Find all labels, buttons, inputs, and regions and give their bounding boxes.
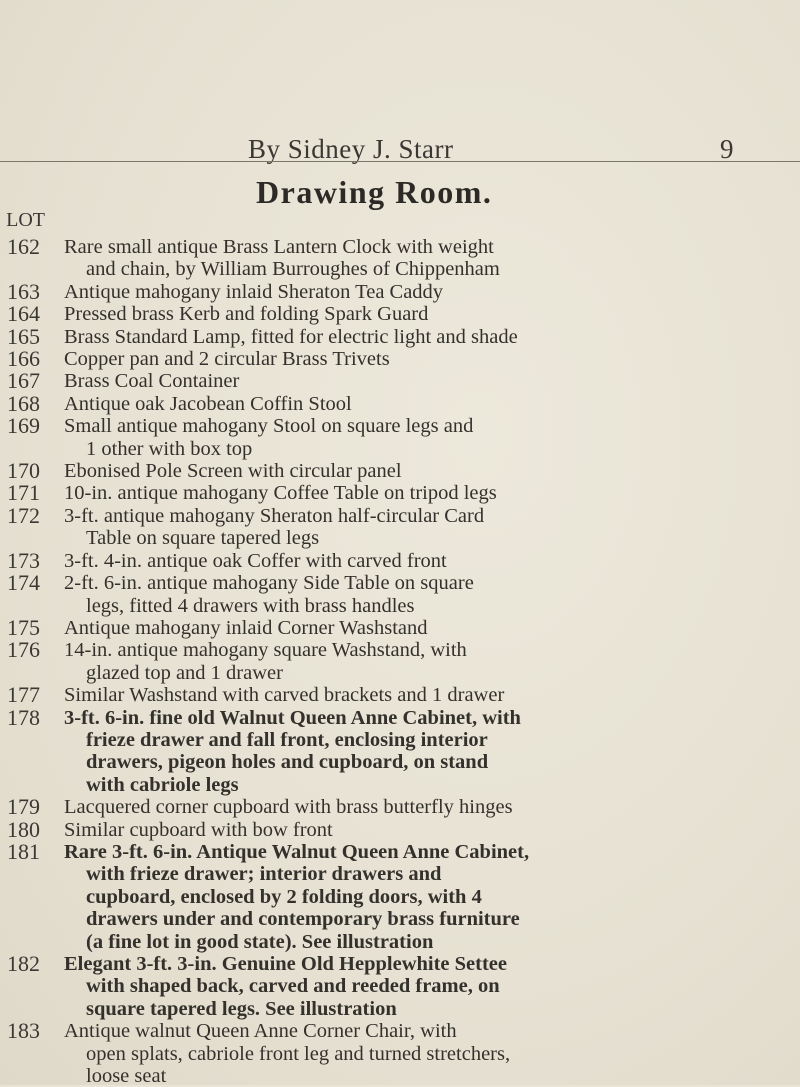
lot-description: Small antique mahogany Stool on square legs and 1 other with box top — [64, 415, 474, 460]
lot-column-header: LOT — [6, 209, 45, 231]
lot-entry — [0, 639, 800, 684]
lot-number: 178 — [7, 704, 40, 730]
lot-number: 177 — [7, 682, 40, 708]
lot-number: 175 — [7, 614, 40, 640]
lot-description: Brass Coal Container — [64, 370, 240, 393]
lot-description: 3-ft. antique mahogany Sheraton half-circular Card Table on square tapered legs — [64, 504, 485, 550]
lot-entry — [0, 370, 800, 392]
lot-description: 3-ft. 4-in. antique oak Coffer with carved front — [64, 549, 447, 572]
lot-entry — [0, 323, 800, 349]
lot-number: 174 — [7, 570, 40, 596]
lot-entry — [0, 704, 800, 797]
lot-entry — [0, 1020, 800, 1087]
lot-description: Antique walnut Queen Anne Corner Chair, with open splats, cabriole front leg and turned stretchers, loose seat — [64, 1020, 511, 1087]
lot-number: 176 — [7, 637, 40, 663]
lot-list — [0, 236, 800, 1087]
lot-description: Ebonised Pole Screen with circular panel — [64, 460, 402, 483]
lot-entry — [0, 838, 800, 953]
lot-entry — [0, 547, 800, 573]
lot-description: 2-ft. 6-in. antique mahogany Side Table on square legs, fitted 4 drawers with brass handles — [64, 572, 474, 617]
lot-entry — [0, 415, 800, 460]
lot-description: 10-in. antique mahogany Coffee Table on tripod legs — [64, 482, 497, 505]
header-rule — [0, 161, 800, 162]
lot-number: 181 — [7, 838, 40, 864]
lot-number: 171 — [7, 480, 40, 506]
lot-number: 172 — [7, 502, 40, 528]
lot-entry — [0, 572, 800, 617]
lot-entry — [0, 236, 800, 281]
lot-entry — [0, 390, 800, 416]
lot-number: 173 — [7, 547, 40, 573]
lot-entry — [0, 502, 800, 550]
lot-entry — [0, 953, 800, 1020]
lot-description: Copper pan and 2 circular Brass Trivets — [64, 348, 390, 371]
lot-description: Antique oak Jacobean Coffin Stool — [64, 392, 352, 415]
lot-number: 162 — [7, 234, 40, 259]
lot-entry — [0, 278, 800, 304]
lot-number: 179 — [7, 794, 40, 820]
lot-number: 163 — [7, 278, 40, 304]
lot-description: Lacquered corner cupboard with brass butterfly hinges — [64, 796, 513, 819]
lot-entry — [0, 303, 800, 325]
lot-number: 167 — [7, 368, 40, 394]
lot-description: Antique mahogany inlaid Corner Washstand — [64, 616, 428, 639]
lot-entry — [0, 684, 800, 706]
lot-number: 164 — [7, 301, 40, 327]
lot-entry — [0, 460, 800, 482]
lot-number: 166 — [7, 346, 40, 372]
lot-entry — [0, 482, 800, 504]
lot-number: 183 — [7, 1018, 40, 1044]
lot-number: 180 — [7, 816, 40, 842]
lot-number: 165 — [7, 323, 40, 349]
lot-description: Rare small antique Brass Lantern Clock with weight and chain, by William Burroughes of Chippenham — [64, 236, 500, 281]
lot-description: 14-in. antique mahogany square Washstand, with glazed top and 1 drawer — [64, 639, 467, 684]
lot-description: 3-ft. 6-in. fine old Walnut Queen Anne Cabinet, with frieze drawer and fall front, enclosing interior drawers, pigeon holes and cupboard, on stand with cabriole legs — [64, 706, 521, 796]
page-number: 9 — [720, 134, 734, 164]
lot-entry — [0, 614, 800, 640]
lot-number: 182 — [7, 951, 40, 976]
section-title: Drawing Room. — [256, 174, 493, 210]
lot-number: 170 — [7, 458, 40, 484]
lot-description: Elegant 3-ft. 3-in. Genuine Old Hepplewhite Settee with shaped back, carved and reeded frame, on square tapered legs. See illustration — [64, 953, 508, 1020]
lot-description: Antique mahogany inlaid Sheraton Tea Caddy — [64, 280, 444, 303]
lot-description: Brass Standard Lamp, fitted for electric light and shade — [64, 325, 518, 348]
lot-description: Rare 3-ft. 6-in. Antique Walnut Queen Anne Cabinet, with frieze drawer; interior drawers and cupboard, enclosed by 2 folding doors, with 4 drawers under and contemporary brass furniture (a fine lot in good state). See illustration — [64, 840, 530, 953]
lot-description: Similar cupboard with bow front — [64, 818, 333, 841]
lot-number: 168 — [7, 390, 40, 416]
lot-entry — [0, 796, 800, 818]
lot-description: Similar Washstand with carved brackets and 1 drawer — [64, 684, 505, 707]
lot-number: 169 — [7, 413, 40, 439]
lot-description: Pressed brass Kerb and folding Spark Guard — [64, 303, 429, 326]
lot-entry — [0, 348, 800, 370]
running-head: By Sidney J. Starr — [248, 134, 454, 164]
lot-entry — [0, 816, 800, 842]
